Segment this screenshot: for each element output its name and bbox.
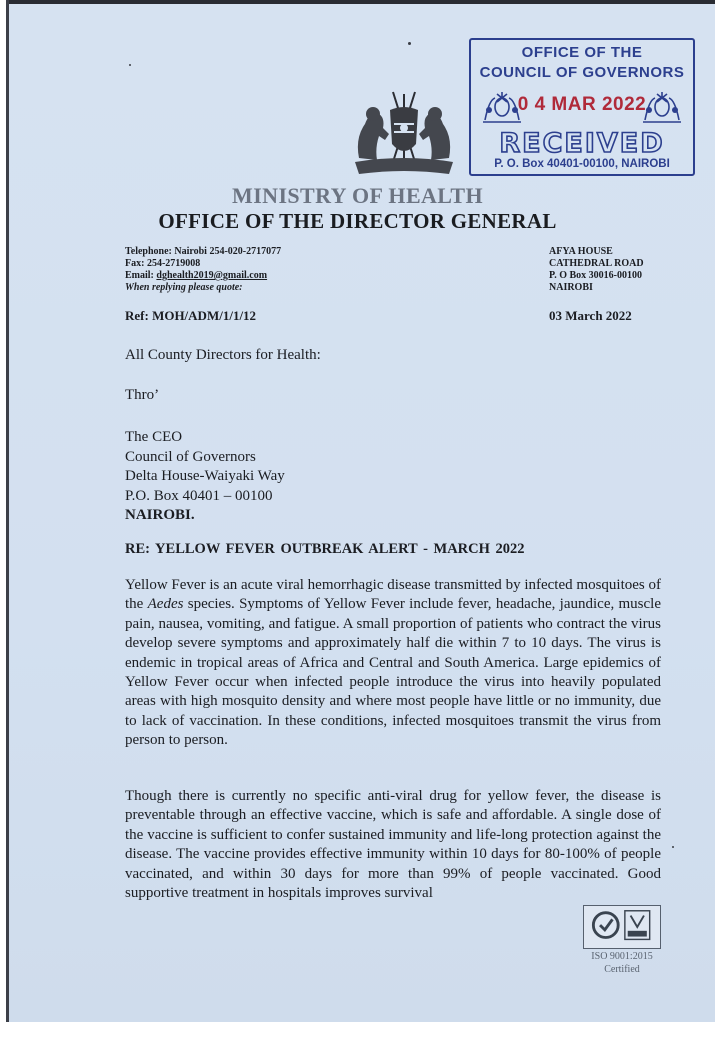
kenya-coat-of-arms-icon bbox=[345, 88, 463, 178]
paragraph-1 bbox=[125, 576, 661, 751]
recipient-line: The CEO bbox=[125, 429, 183, 445]
email-link[interactable]: dghealth2019@gmail.com bbox=[156, 270, 268, 281]
recipient-line: P.O. Box 40401 – 00100 bbox=[125, 487, 273, 504]
telephone: Telephone: Nairobi 254-020-2717077 bbox=[125, 246, 282, 257]
species-name: Aedes bbox=[147, 596, 184, 613]
stamp-line-office: OFFICE OF THE bbox=[521, 44, 643, 61]
speck bbox=[408, 42, 411, 45]
address-line: NAIROBI bbox=[549, 282, 593, 293]
paper-left-edge bbox=[6, 0, 9, 1022]
through-line: Thro’ bbox=[125, 387, 160, 403]
recipient-line: Delta House-Waiyaki Way bbox=[125, 468, 285, 484]
recipient-address bbox=[125, 428, 285, 526]
postal-address bbox=[549, 246, 644, 294]
paragraph-2: Though there is currently no specific anti-viral drug for yellow fever, the disease is preventable through an effective vaccine, which is safe and affordable. A single dose of the vaccine is sufficient to confer sustained immunity and life-long protection against the disease. The vaccine provides effective immunity within 10 days for 80-100% of people vaccinated, and within 30 days for more than 99% of people vaccinated. Good supportive treatment in hospitals improves survival bbox=[125, 788, 661, 902]
office-name: OFFICE OF THE DIRECTOR GENERAL bbox=[158, 209, 557, 233]
paragraph-1-text-cont: species. Symptoms of Yellow Fever include fever, headache, jaundice, muscle pain, nausea, vomiting, and fatigue. A small proportion of patients who contract the virus develop severe symptoms and approximately half die within 7 to 10 days. The virus is endemic in tropical areas of Africa and Central and South America. Large epidemics of Yellow Fever occur when infected people introduce the virus into heavily populated areas with high mosquito density and where most people have little or no immunity, due to lack of vaccination. In these conditions, infected mosquitoes transmit the virus from person to person. bbox=[125, 596, 662, 749]
iso-standard: ISO 9001:2015 bbox=[591, 951, 653, 962]
subject-line: RE: YELLOW FEVER OUTBREAK ALERT - MARCH 2022 bbox=[125, 541, 525, 557]
stamp-date: 0 4 MAR 2022 bbox=[517, 94, 647, 115]
iso-certification-text bbox=[574, 950, 670, 976]
reference-number: Ref: MOH/ADM/1/1/12 bbox=[125, 308, 257, 323]
stamp-line-council: COUNCIL OF GOVERNORS bbox=[479, 64, 685, 81]
stamp-crest-icon bbox=[639, 90, 685, 126]
stamp-pobox: P. O. Box 40401-00100, NAIROBI bbox=[494, 158, 670, 170]
address-line: AFYA HOUSE bbox=[549, 246, 613, 257]
address-line: CATHEDRAL ROAD bbox=[549, 258, 644, 269]
address-line: P. O Box 30016-00100 bbox=[549, 270, 642, 281]
paragraph-1-text: Yellow Fever is an acute viral hemorrhagic disease transmitted by infected mosquitoes of the bbox=[125, 577, 661, 613]
received-stamp bbox=[469, 38, 695, 176]
ministry-name: MINISTRY OF HEALTH bbox=[232, 183, 483, 208]
stamp-received: RECEIVED bbox=[499, 128, 665, 159]
sgs-ukas-certification-icon bbox=[583, 905, 661, 949]
contact-details bbox=[125, 246, 281, 294]
email-label: Email: bbox=[125, 270, 157, 281]
iso-certified: Certified bbox=[604, 964, 640, 975]
letter-date: 03 March 2022 bbox=[549, 308, 632, 323]
speck bbox=[672, 846, 674, 848]
recipient-line: Council of Governors bbox=[125, 448, 256, 465]
recipient-city: NAIROBI. bbox=[125, 507, 195, 523]
fax: Fax: 254-2719008 bbox=[125, 258, 201, 269]
reply-note: When replying please quote: bbox=[125, 282, 243, 293]
speck bbox=[129, 64, 131, 66]
email-line bbox=[125, 270, 281, 282]
salutation: All County Directors for Health: bbox=[125, 347, 321, 363]
